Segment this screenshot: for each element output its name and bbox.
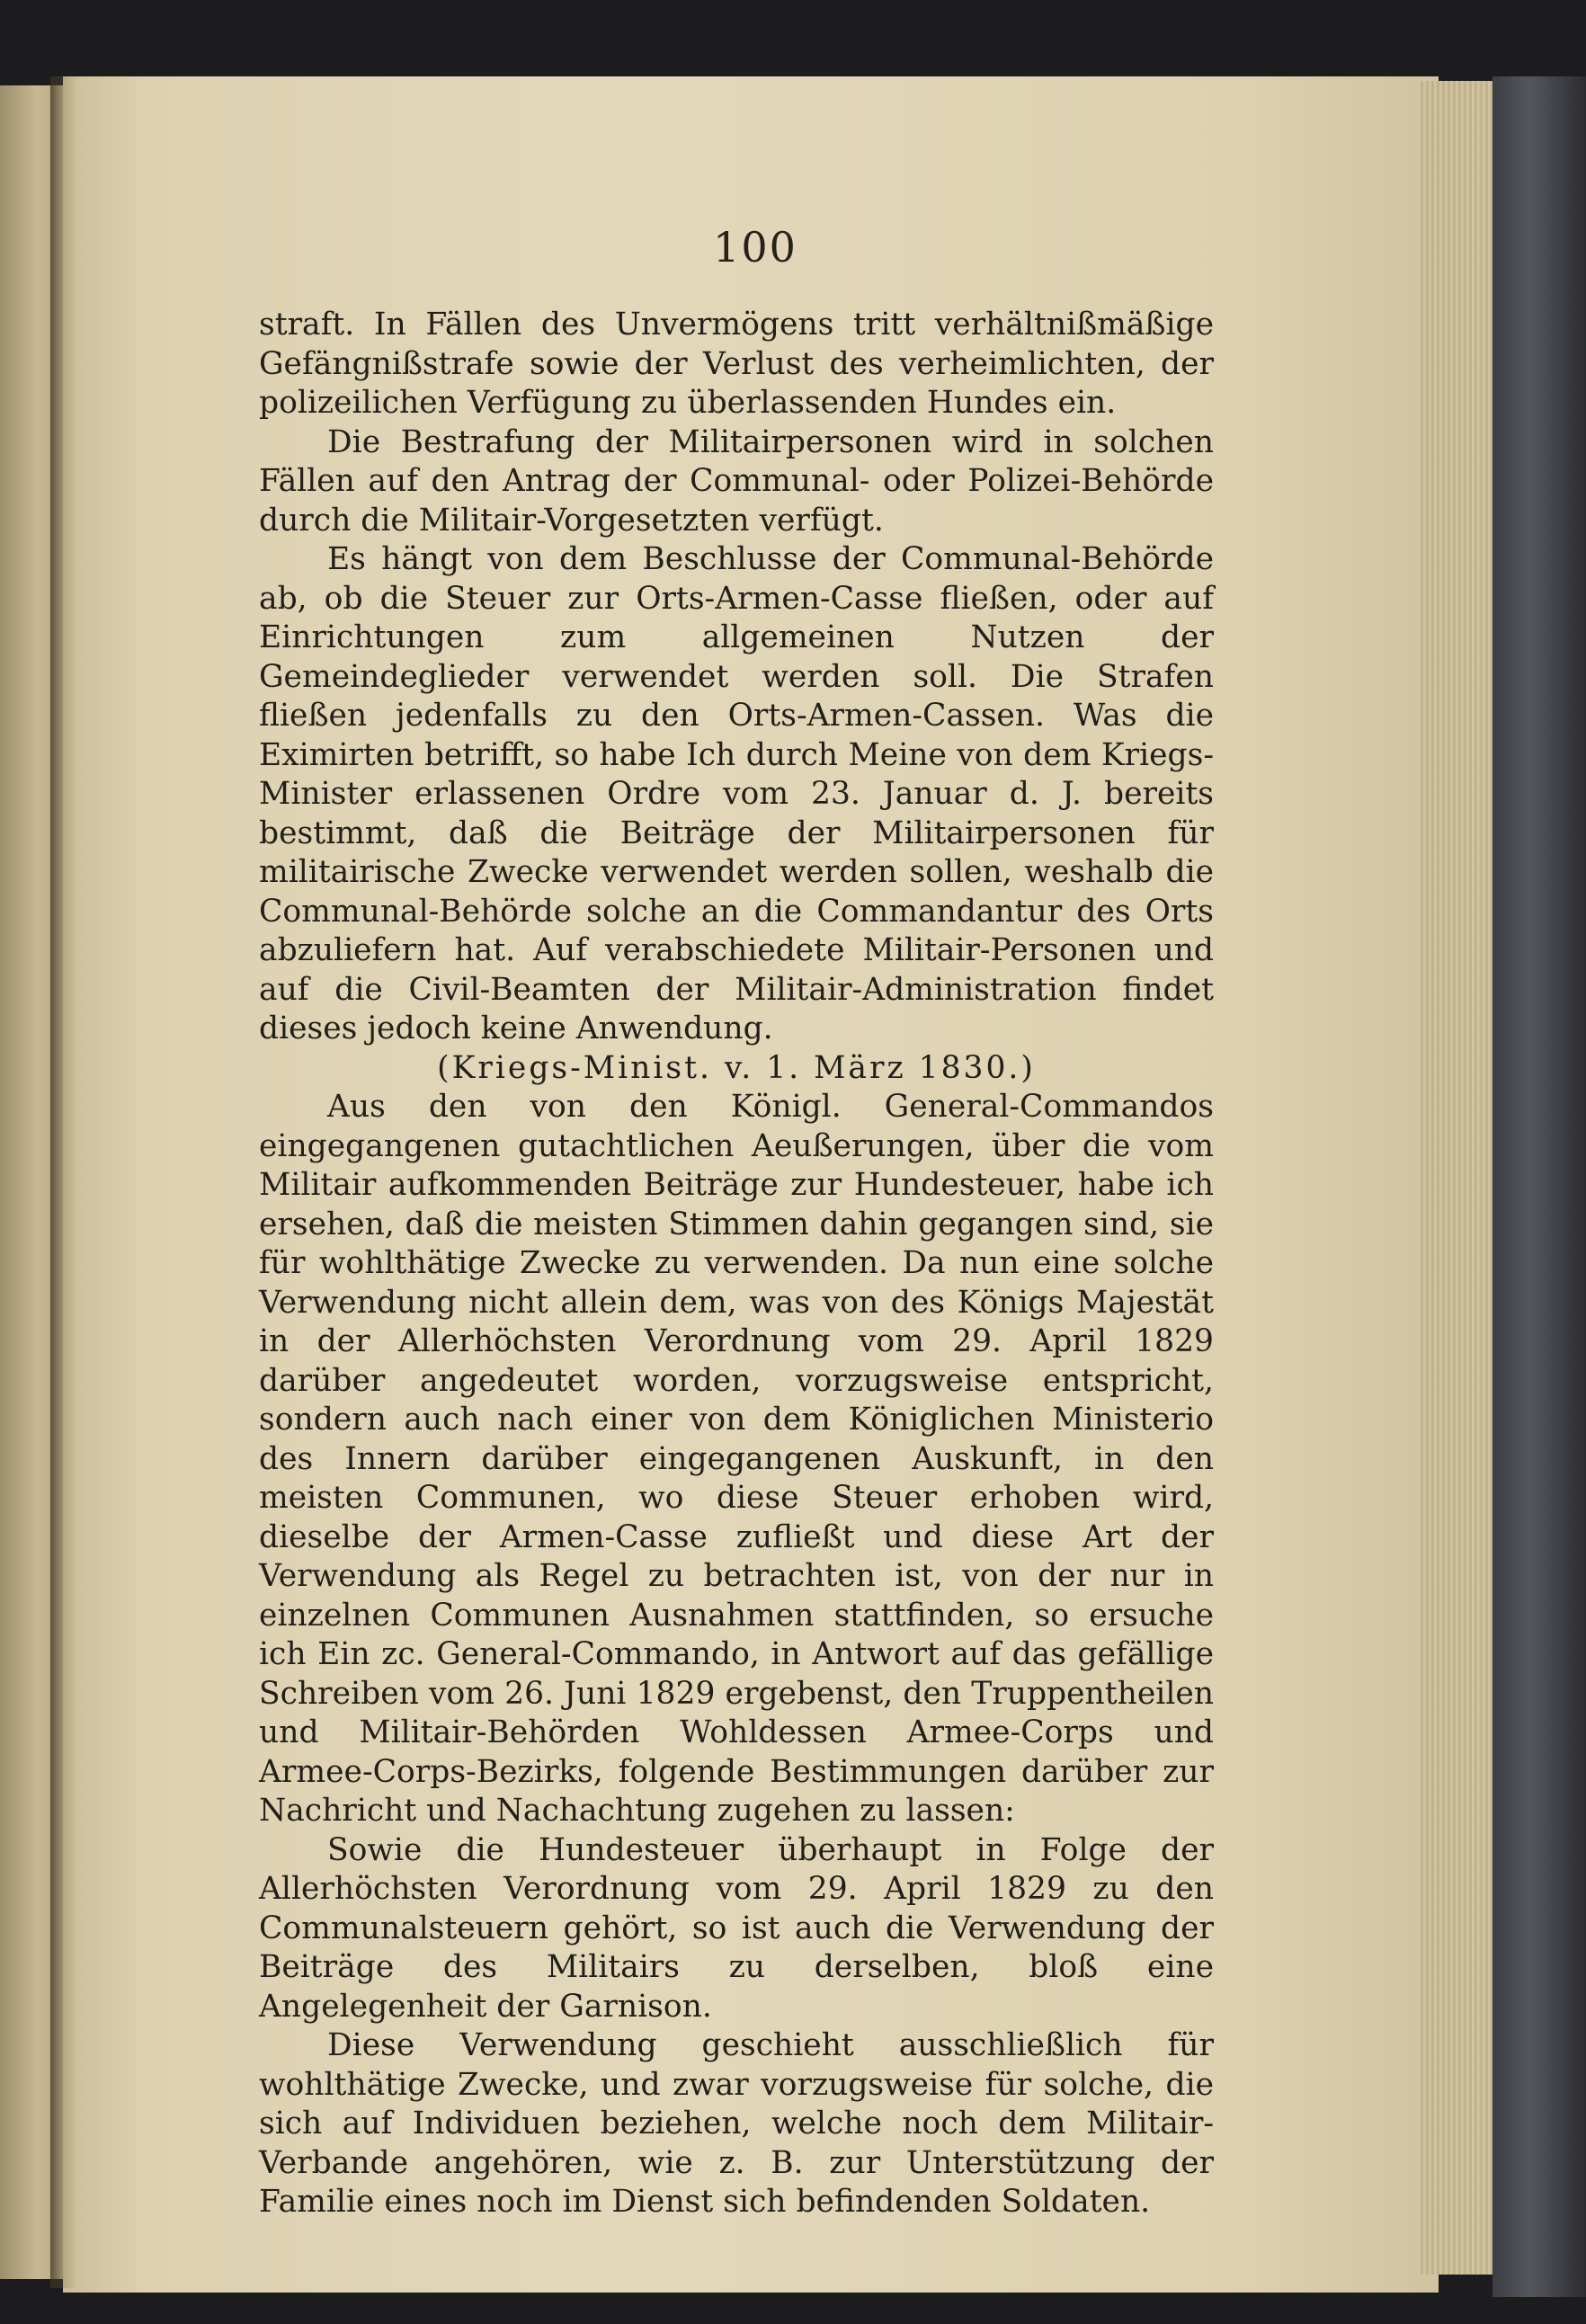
paragraph-3: Es hängt von dem Beschlusse der Communal-Behörde ab, ob die Steuer zur Orts-Armen-Casse fließen, oder auf Einrichtungen zum allgemeinen Nutzen der Gemeindeglieder verwendet werden soll. Die Strafen fließen jedenfalls zu den Orts-Armen-Cassen. Was die Eximirten betrifft, so habe Ich durch Meine von dem Kriegs-Minister erlassenen Ordre vom 23. Januar d. J. bereits bestimmt, daß die Beiträge der Militairpersonen für militairische Zwecke verwendet werden sollen, weshalb die Communal-Behörde solche an die Commandantur des Orts abzuliefern hat. Auf verabschiedete Militair-Personen und auf die Civil-Beamten der Militair-Administration findet dieses jedoch keine Anwendung. xyxy=(259,541,1214,1046)
book-cover-edge xyxy=(1492,76,1586,2297)
paragraph-6: Diese Verwendung geschieht ausschließlich für wohlthätige Zwecke, und zwar vorzugsweise für solche, die sich auf Individuen beziehen, welche noch dem Militair-Verbande angehören, wie z. B. zur Unterstützung der Familie eines noch im Dienst sich befindenden Soldaten. xyxy=(259,2027,1214,2220)
page-number: 100 xyxy=(713,223,797,272)
paragraph-4: Aus den von den Königl. General-Commandos eingegangenen gutachtlichen Aeußerungen, über die vom Militair aufkommenden Beiträge zur Hundesteuer, habe ich ersehen, daß die meisten Stimmen dahin gegangen sind, sie für wohlthätige Zwecke zu verwenden. Da nun eine solche Verwendung nicht allein dem, was von des Königs Majestät in der Allerhöchsten Verordnung vom 29. April 1829 darüber angedeutet worden, vorzugsweise entspricht, sondern auch nach einer von dem Königlichen Ministerio des Innern darüber eingegangenen Auskunft, in den meisten Communen, wo diese Steuer erhoben wird, dieselbe der Armen-Casse zufließt und diese Art der Verwendung als Regel zu betrachten ist, von der nur in einzelnen Communen Ausnahmen stattfinden, so ersuche ich Ein zc. General-Commando, in Antwort auf das gefällige Schreiben vom 26. Juni 1829 ergebenst, den Truppentheilen und Militair-Behörden Wohldessen Armee-Corps und Armee-Corps-Bezirks, folgende Bestimmungen darüber zur Nachricht und Nachachtung zugehen zu lassen: xyxy=(259,1089,1214,1829)
paragraph-5: Sowie die Hundesteuer überhaupt in Folge der Allerhöchsten Verordnung vom 29. April 1829 zu den Communalsteuern gehört, so ist auch die Verwendung der Beiträge des Militairs zu derselben, bloß eine Angelegenheit der Garnison. xyxy=(259,1831,1214,2025)
body-text xyxy=(259,306,1214,2222)
book-gutter-shadow xyxy=(50,76,77,2288)
citation: (Kriegs-Minist. v. 1. März 1830.) xyxy=(437,1049,1036,1086)
paragraph-2: Die Bestrafung der Militairpersonen wird in solchen Fällen auf den Antrag der Communal- oder Polizei-Behörde durch die Militair-Vorgesetzten verfügt. xyxy=(259,423,1214,539)
paragraph-1: straft. In Fällen des Unvermögens tritt verhältnißmäßige Gefängnißstrafe sowie der Verlust des verheimlichten, der polizeilichen Verfügung zu überlassenden Hundes ein. xyxy=(259,307,1214,421)
